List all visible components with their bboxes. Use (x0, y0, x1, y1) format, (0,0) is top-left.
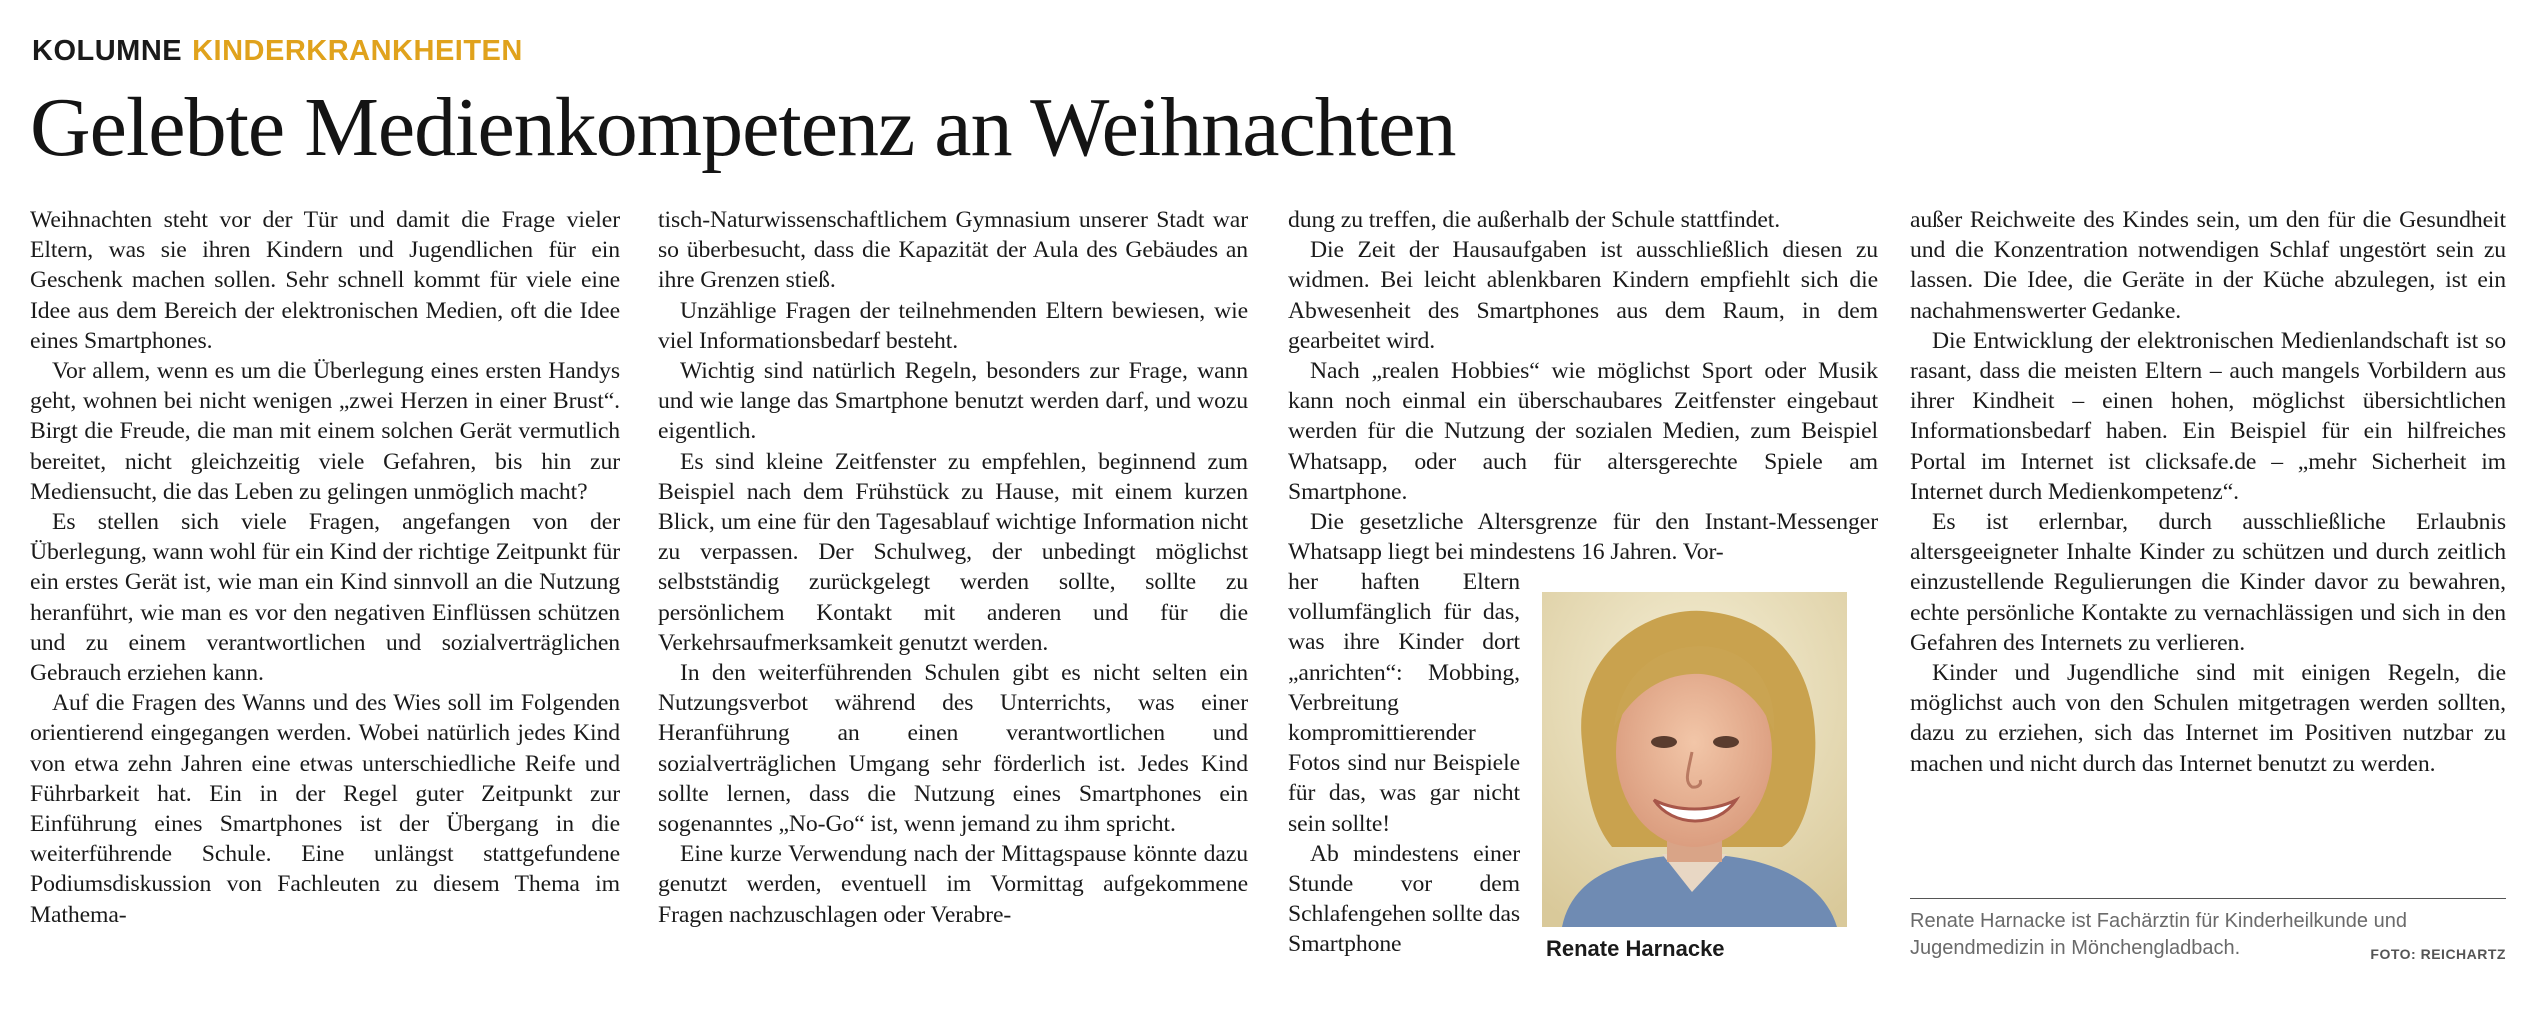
paragraph: Vor allem, wenn es um die Überlegung eines ersten Handys geht, wohnen bei nicht wenigen „zwei Herzen in einer Brust“. Birgt die Freude, die man mit einem solchen Gerät vermutlich bereitet, nicht gleichzeitig viele Gefahren, bis hin zur Mediensucht, die das Leben zu gelingen unmöglich macht? (30, 358, 620, 505)
paragraph: dung zu treffen, die außerhalb der Schule stattfindet. (1288, 207, 1781, 233)
paragraph: Wichtig sind natürlich Regeln, besonders zur Frage, wann und wie lange das Smartphone benutzt werden darf, und wozu eigentlich. (658, 358, 1248, 445)
paragraph: Auf die Fragen des Wanns und des Wies soll im Folgenden orientierend eingegangen werden. Wobei natürlich jedes Kind von etwa zehn Jahren eine etwas unterschiedliche Reife und Führbarkeit hat. Ein in der Regel guter Zeitpunkt zur Einführung eines Smartphones ist der Übergang in die weiterführende Schule. Eine unlängst stattgefundene Podiumsdiskussion von Fachleuten zu diesem Thema im Mathema- (30, 690, 620, 928)
paragraph: Es ist erlernbar, durch ausschließliche Erlaubnis altersgeeigneter Inhalte Kinder zu schützen und durch zeitlich einzustellende Regulierungen die Kinder davor zu bewahren, echte persönliche Kontakte zu vernachlässigen und sich in den Gefahren des Internets zu verlieren. (1910, 509, 2506, 656)
portrait-image (1542, 592, 1847, 927)
paragraph: Nach „realen Hobbies“ wie möglichst Sport oder Musik kann noch einmal ein überschaubares Zeitfenster eingebaut werden für die Nutzung der sozialen Medien, zum Beispiel Whatsapp, oder auch für altersgerechte Spiele am Smartphone. (1288, 358, 1878, 505)
paragraph: Die gesetzliche Altersgrenze für den Instant-Messenger Whatsapp liegt bei mindestens 16 Jahren. Vor- (1288, 509, 1878, 566)
photo-caption: Renate Harnacke (1546, 936, 1725, 961)
column-3-narrow-text (1288, 567, 1520, 960)
paragraph: Die Entwicklung der elektronischen Medienlandschaft ist so rasant, dass die meisten Eltern – auch mangels Vorbildern aus ihrer Kindheit – einen hohen, möglichst übersichtlichen Informationsbedarf haben. Ein Beispiel für ein hilfreiches Portal im Internet ist clicksafe.de – „mehr Sicherheit im Internet durch Medienkompetenz“. (1910, 327, 2506, 505)
paragraph: Es sind kleine Zeitfenster zu empfehlen, beginnend zum Beispiel nach dem Frühstück zu Hause, mit einem kurzen Blick, um eine für den Tagesablauf wichtige Information nicht zu verpassen. Der Schulweg, der unbedingt möglichst selbstständig zurückgelegt werden sollte, sollte zu persönlichem Kontakt mit anderen und für die Verkehrsaufmerksamkeit genutzt werden. (658, 448, 1248, 656)
author-photo (1542, 592, 1847, 927)
paragraph: Ab mindestens einer Stunde vor dem Schlafengehen sollte das Smartphone (1288, 840, 1520, 958)
paragraph: Kinder und Jugendliche sind mit einigen Regeln, die möglichst auch von den Schulen mitgetragen werden sollten, dazu zu erziehen, sich das Internet im Positiven nutzbar zu machen und nicht durch das Internet benutzt zu werden. (1910, 660, 2506, 777)
paragraph: tisch-Naturwissenschaftlichem Gymnasium unserer Stadt war so überbesucht, dass die Kapazität der Aula des Gebäudes an ihre Grenzen stieß. (658, 207, 1248, 294)
paragraph: Es stellen sich viele Fragen, angefangen von der Überlegung, wann wohl für ein Kind der richtige Zeitpunkt für ein erstes Gerät ist, wie man ein Kind sinnvoll an die Nutzung heranführt, wie man es vor den negativen Einflüssen schützen und zu einem verantwortlichen und sozialverträglichen Gebrauch erziehen kann. (30, 509, 620, 687)
article-column-1 (30, 205, 620, 985)
paragraph: Die Zeit der Hausaufgaben ist ausschließlich diesen zu widmen. Bei leicht ablenkbaren Kindern empfiehlt sich die Abwesenheit des Smartphones aus dem Raum, in dem gearbeitet wird. (1288, 237, 1878, 354)
kicker (32, 32, 523, 70)
article-column-4 (1910, 205, 2506, 985)
author-divider (1910, 898, 2506, 899)
paragraph: Unzählige Fragen der teilnehmenden Eltern bewiesen, wie viel Informationsbedarf besteht. (658, 297, 1248, 354)
headline: Gelebte Medienkompetenz an Weihnachten (30, 81, 1456, 174)
paragraph: außer Reichweite des Kindes sein, um den für die Gesundheit und die Konzentration notwendigen Schlaf ungestört sein zu lassen. Die Idee, die Geräte in der Küche abzulegen, ist ein nachahmenswerter Gedanke. (1910, 207, 2506, 324)
column-3-top-text (1288, 205, 1878, 567)
paragraph: Eine kurze Verwendung nach der Mittagspause könnte dazu genutzt werden, eventuell im Vormittag aufgekommene Fragen nachzuschlagen oder Verabre- (658, 841, 1248, 928)
paragraph: Weihnachten steht vor der Tür und damit die Frage vieler Eltern, was sie ihren Kindern und Jugendlichen für ein Geschenk machen sollen. Sehr schnell kommt für viele eine Idee aus dem Bereich der elektronischen Medien, oft die Idee eines Smartphones. (30, 207, 620, 354)
kicker-topic: KINDERKRANKHEITEN (192, 35, 523, 67)
paragraph: her haften Eltern vollumfänglich für das, was ihre Kinder dort „anrichten“: Mobbing, Verbreitung kompromittierender Fotos sind nur Beispiele für das, was gar nicht sein sollte! (1288, 569, 1520, 837)
photo-credit: FOTO: REICHARTZ (2370, 946, 2506, 962)
kicker-label: KOLUMNE (32, 35, 183, 67)
paragraph: In den weiterführenden Schulen gibt es nicht selten ein Nutzungsverbot während des Unterrichts, was einer Heranführung an einen verantwortlichen und sozialverträglichen Umgang sehr förderlich ist. Jedes Kind sollte lernen, dass die Nutzung eines Smartphones ein sogenanntes „No-Go“ ist, wenn jemand zu ihm spricht. (658, 660, 1248, 838)
author-note-text: Renate Harnacke ist Fachärztin für Kinderheilkunde und Jugendmedizin in Mönchengladbach. (1910, 910, 2407, 959)
article-column-2 (658, 205, 1248, 985)
